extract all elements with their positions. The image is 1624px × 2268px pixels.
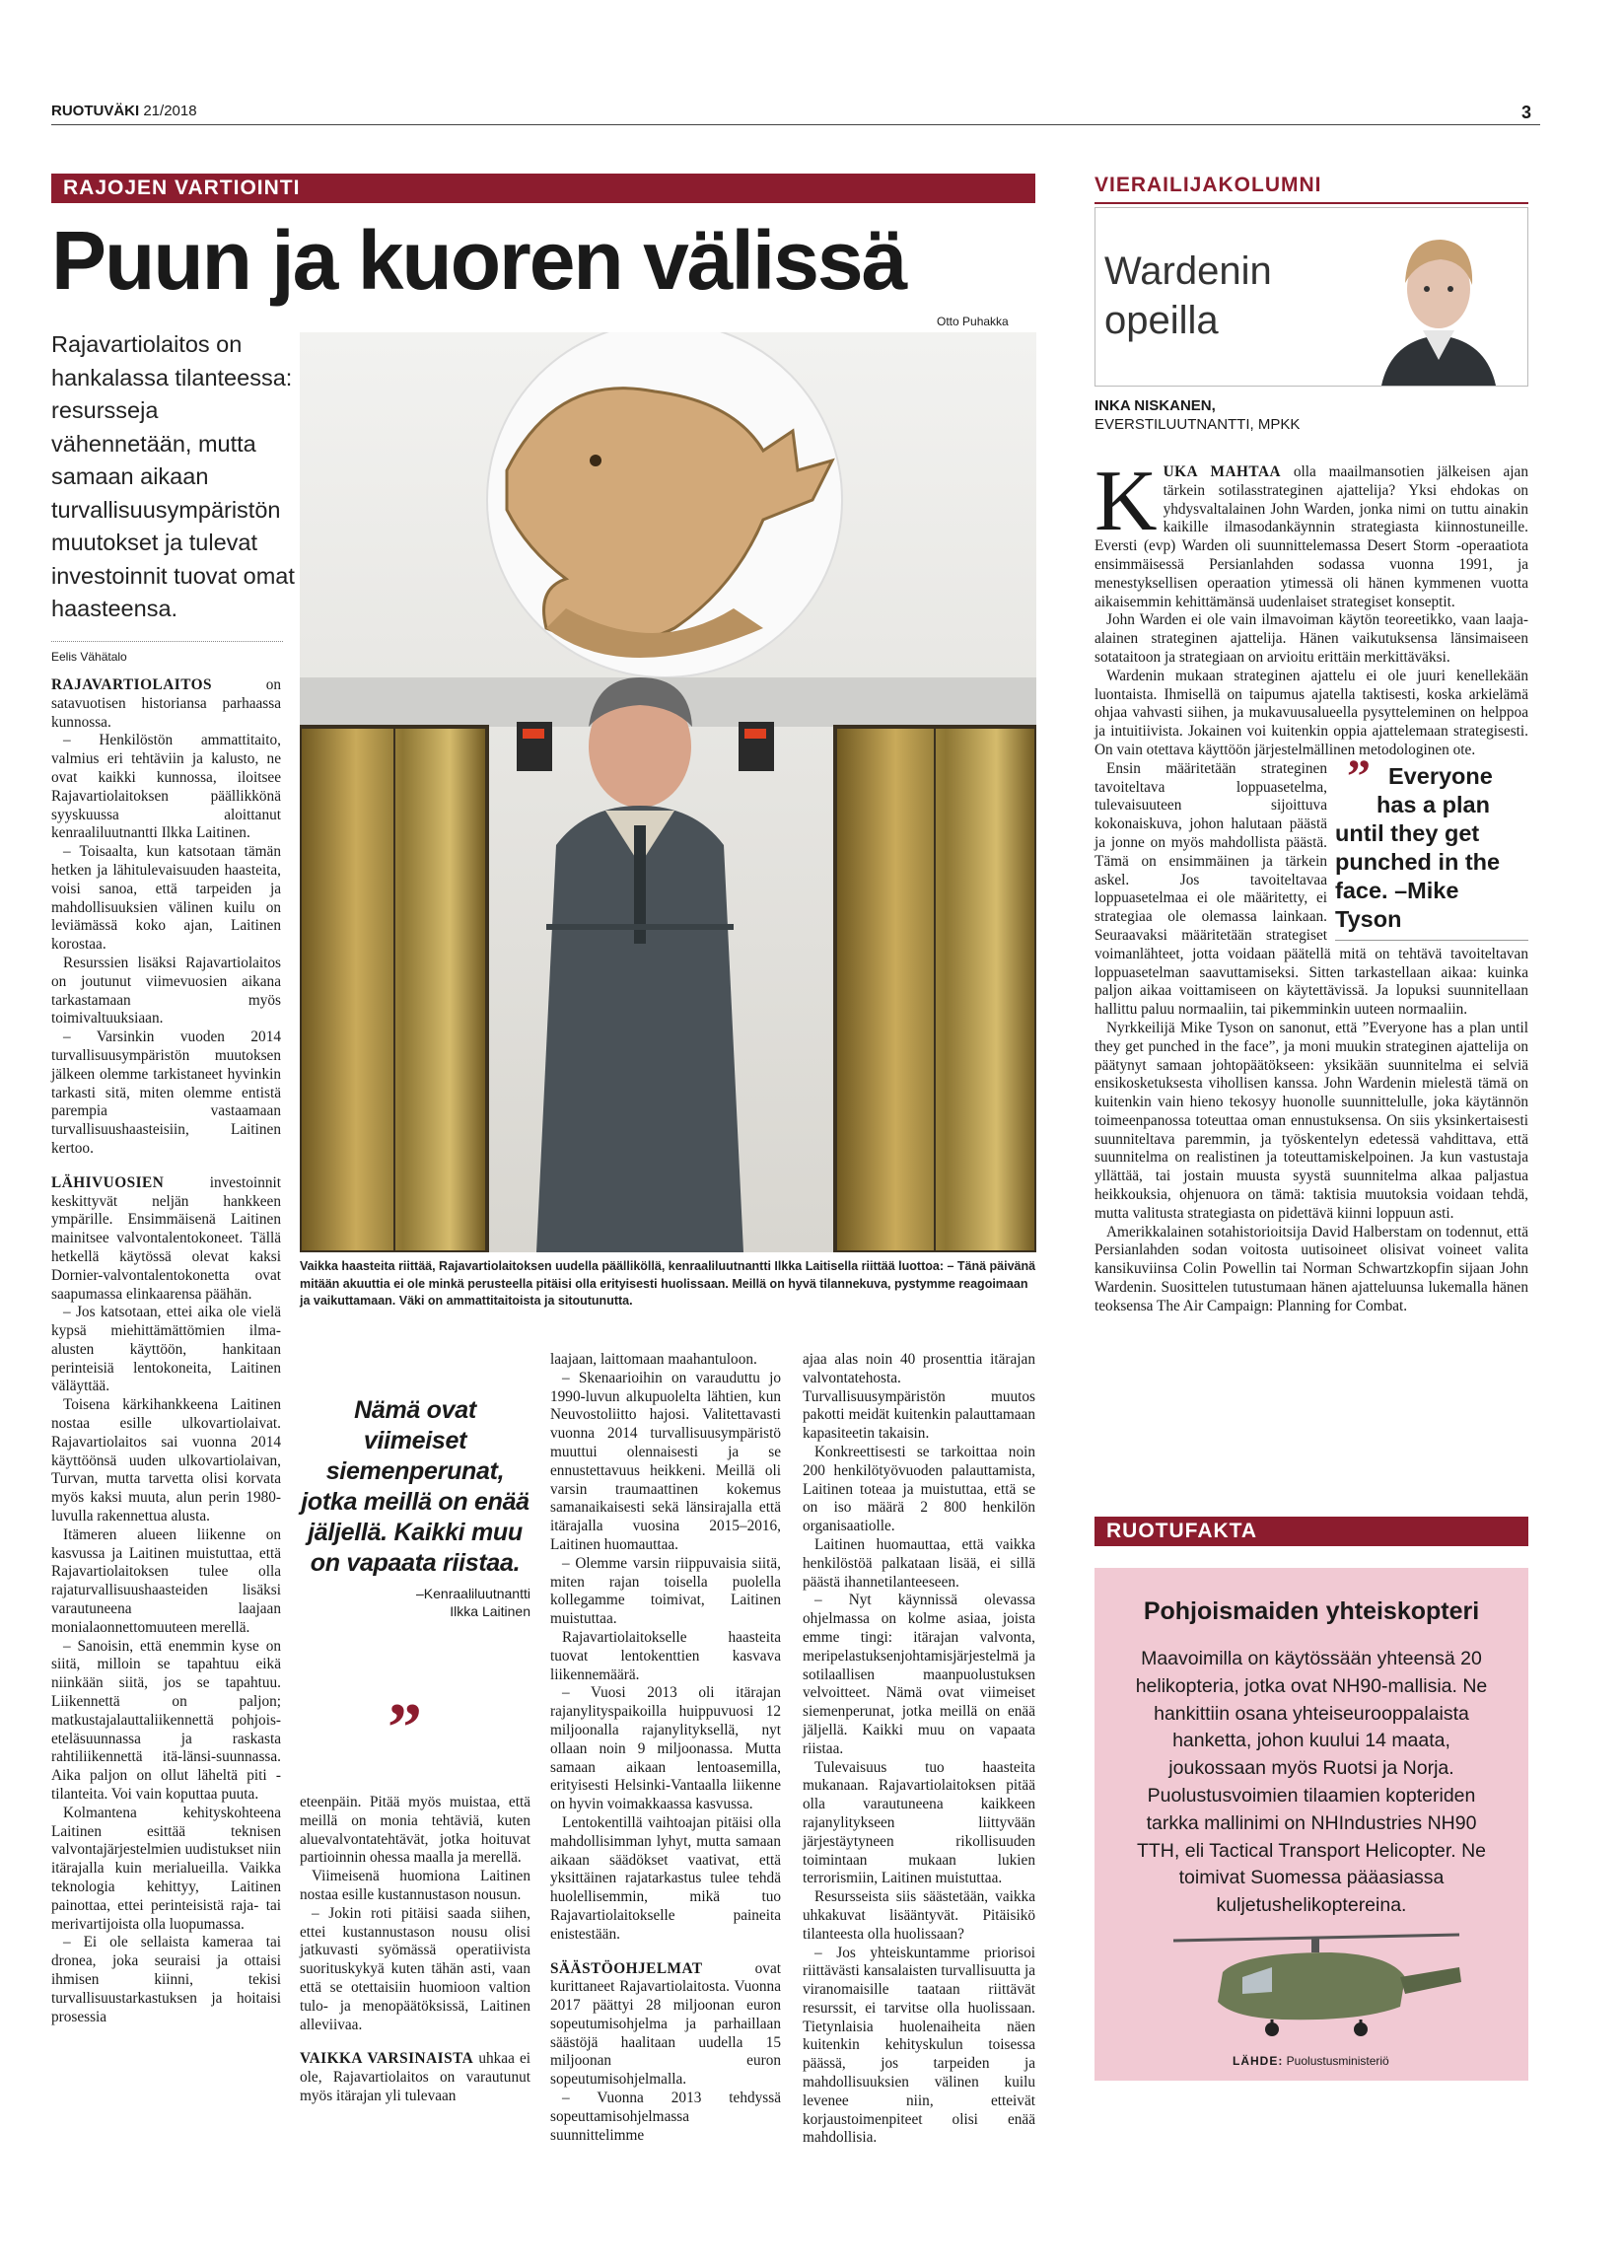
run-in-heading: VAIKKA VARSINAISTA <box>300 2050 474 2068</box>
elevator-portrait-illustration <box>300 332 1036 1252</box>
paragraph: ajaa alas noin 40 prosenttia itärajan valvontatehosta. Turvallisuusympäristön muutos pakotti meidät kuitenkin palauttamaan kapasiteetin takaisin. <box>803 1351 1035 1443</box>
run-in-heading: SÄÄSTÖOHJELMAT <box>550 1959 703 1977</box>
paragraph: – Sanoisin, että enemmin kyse on siitä, milloin se tapahtuu eikä niinkään siitä, jos se tapahtuu. Liikennettä on paljon; matkustajalauttaliikennettä pohjois-eteläsuunnassa ja raskasta rahtiliikennettä itä-länsi-suunnassa. Aika paljon on ollut läheltä piti -tilanteita. Voi vain koputtaa puuta. <box>51 1637 281 1804</box>
column-kicker: VIERAILIJAKOLUMNI <box>1094 174 1322 196</box>
source-name: Puolustusministeriö <box>1286 2054 1389 2068</box>
column-author <box>1094 396 1300 434</box>
paragraph: Lentokentillä vaihtoajan pitäisi olla mahdollisimman lyhyt, mutta samaan aikaan säädökset vaativat, että yksittäinen rajatarkastus tulee tehdä huolellisemmin, mikä tuo Rajavartiolaitokselle paineita enistestään. <box>550 1813 781 1943</box>
publication-name: RUOTUVÄKI <box>51 103 140 119</box>
running-header <box>51 103 197 119</box>
column-pull-quote <box>1335 749 1528 941</box>
article-photo <box>300 332 1036 1252</box>
paragraph: – Nyt käynnissä olevassa ohjelmassa on kolme asiaa, joista emme tingi: itärajan valvonta, meripelastuksenjohtamisjärjestelmä ja sotilaallisen maanpuolustuksen velvoitteet. Nämä ovat viimeiset siemenperunat, jotka meillä on enää jäljellä. Kaikki muu on vapaata riistaa. <box>803 1592 1035 1757</box>
header-divider <box>51 124 1540 125</box>
paragraph: – Ei ole sellaista kameraa tai dronea, joka seuraisi ja ottaisi ihmisen kiinni, tekisi turvallisuustarkastuksen ja hoitaisi prosessia <box>51 1934 281 2025</box>
paragraph-text: investoinnit keskittyvät neljän hankkeen ympärille. Ensimmäisenä Laitinen mainitsee valvontalentokoneet. Tällä hetkellä käytössä olevat kaksi Dornier-valvontalentokonetta ovat saapumassa elinkaarensa päähän. <box>51 1173 281 1303</box>
paragraph <box>51 676 281 732</box>
run-in-heading: RAJAVARTIOLAITOS <box>51 676 213 693</box>
drop-cap: K <box>1094 454 1158 549</box>
paragraph: John Warden ei ole vain ilmavoiman käytön teoreetikko, vaan laaja-alainen strateginen ajattelija. Hänen vaikutuksensa länsimaiseen sotataitoon ja strategiaan on arvioitu erittäin merkittäväksi. <box>1094 611 1528 666</box>
paragraph: – Olemme varsin riippuvaisia siitä, miten rajan toisella puolella kollegamme toimivat, Laitinen muistuttaa. <box>550 1554 781 1628</box>
pull-quote-attribution <box>300 1585 530 1620</box>
run-in-heading: UKA MAHTAA <box>1163 463 1282 480</box>
byline: Eelis Vähätalo <box>51 641 283 664</box>
attribution-role: –Kenraaliluutnantti <box>416 1586 530 1601</box>
paragraph: Konkreettisesti se tarkoittaa noin 200 henkilötyövuoden palauttamista, Laitinen toteaa ja muistuttaa, että se on iso määrä 2 800 henkilön organisaatiolle. <box>803 1443 1035 1535</box>
paragraph <box>1094 749 1528 1020</box>
paragraph: – Jos katsotaan, ettei aika ole vielä kypsä miehittämättömien ilma-alusten käyttöön, hankitaan perinteisiä lentokoneita, Laitinen väläyttää. <box>51 1304 281 1395</box>
paragraph: – Toisaalta, kun katsotaan tämän hetken ja lähitulevaisuuden haasteita, voisi sanoa, että tarpeiden ja mahdollisuuksien välinen kuilu on leviämässä koko ajan, Laitinen korostaa. <box>51 843 281 954</box>
quote-mark-icon: ” <box>1347 749 1371 803</box>
paragraph-text: Ensin määritetään strateginen tavoiteltava loppuasetelma, tulevaisuuteen sijoittuva kokonaiskuva, johon halutaan päästä ja jonne on myös mahdollista päästä. Tämä on ensimmäinen ja tärkein askel. Jos tavoiteltavaa loppuasetelmaa ei ole määritetty, ei strategiaa ole olemassa lainkaan. Seuraavaksi määritetään strategiset voimanlähteet, jotta voidaan päätellä mitä on tehtävä tavoiteltavan loppuasetelman saavuttamiseksi. Sitten tarkastellaan aikaa: kuinka paljon aikaa voittamiseen on käytettävissä. Ja lopuksi suunnitellaan hallittu paluu normaaliin, tai pikemminkin uuteen normaaliin. <box>1094 759 1528 1019</box>
paragraph: Itämeren alueen liikenne on kasvussa ja Laitinen muistuttaa, että Rajavartiolaitoksen tulee olla rajaturvallisuushaasteiden lisäksi varautuneena laajaan monialaonnettomuuteen merellä. <box>51 1525 281 1636</box>
run-in-heading: LÄHIVUOSIEN <box>51 1173 165 1191</box>
paragraph: eteenpäin. Pitää myös muistaa, että meillä on monia tehtäviä, kuten aluevalvontatehtävät, jotka hoituvat partioinnin ohessa maalla ja merellä. <box>300 1794 530 1867</box>
paragraph: Nyrkkeilijä Mike Tyson on sanonut, että ”Everyone has a plan until they get punched in the face”, ja moni muukin strateginen ajattelija on päätynyt samaan johtopäätökseen: yksikään suunnitelma ei selviä ensikosketuksesta vihollisen kanssa. John Wardenin mielestä tämä on kuitenkin vain hieno tekosyy huonolle suunnittelulle, joka käytännön toimeenpanossa toteuttaa oman ennustuksensa. On siis yksinkertaisesti suunniteltava paremmin, ja työskentelyn edetessä vahdittava, että suunnitelma on realistinen ja toteuttamiskelpoinen. Ja kun vastustaja yllättää, tai jostain muusta syystä suunnitelma alkaa paljastua heikkouksia, ohjenuora on tämä: taktisia muutoksia voidaan tehdä, mutta valitusta strategiasta on pidettävä kiinni loppuun asti. <box>1094 1019 1528 1222</box>
paragraph: – Vuosi 2013 oli itärajan rajanylityspaikoilla huippuvuosi 12 miljoonalla rajanylityksellä, nyt ollaan noin 9 miljoonassa. Mutta samaan aikaan lentoasemilla, erityisesti Helsinki-Vantaalla liikenne on hyvin voimakkaassa kasvussa. <box>550 1684 781 1813</box>
fact-box-title: Pohjoismaiden yhteiskopteri <box>1143 1597 1480 1625</box>
paragraph-text: uhkaa ei ole, Rajavartiolaitos on varautunut myös itärajan yli tulevaan <box>300 2050 531 2104</box>
pull-quote-text: Everyone has a plan until they get punched in the face. –Mike Tyson <box>1335 762 1501 932</box>
fact-box-text: Maavoimilla on käytössään yhteensä 20 helikopteria, jotka ovat NH90-mallisia. Ne hankittiin osana yhteiseurooppalaista hanketta, johon kuului 14 maata, joukossaan myös Ruotsi ja Norja. Puolustusvoimien tilaamien kopteriden tarkka mallinimi on NHIndustries NH90 TTH, eli Tactical Transport Helicopter. Ne toimivat Suomessa pääasiassa kuljetushelikoptereina. <box>1135 1648 1488 1917</box>
attribution-name: Ilkka Laitinen <box>450 1603 530 1619</box>
paragraph: – Varsinkin vuoden 2014 turvallisuusympäristön muutoksen jälkeen olemme tarkistaneet hyvinkin tarkasti sitä, miten olemme entistä parempia vastaamaan turvallisuushaasteisiin, Laitinen kertoo. <box>51 1028 281 1157</box>
column-title-line: Wardenin <box>1104 249 1272 293</box>
paragraph <box>300 2050 530 2105</box>
article-column-2 <box>300 1794 530 2106</box>
paragraph: – Jos yhteiskuntamme priorisoi riittävästi kansalaisten turvallisuutta ja viranomaisille taataan riittävät resurssit, ei tarvitse olla huolissaan. Tietynlaisia huolenaiheita näen kuitenkin kehityskulun toisessa päässä, jos tarpeiden ja mahdollisuuksien välinen kuilu levenee niin, etteivät korjaustoimenpiteet olisi enää mahdollisia. <box>803 1944 1035 2147</box>
pull-quote-text: Nämä ovat viimeiset siemenperunat, jotka meillä on enää jäljellä. Kaikki muu on vapaata riistaa. <box>301 1396 530 1577</box>
article-lead: Rajavartiolaitos on hankalassa tilanteessa: resursseja vähennetään, mutta samaan aikaan turvallisuusympäristön muutokset ja tulevat investoinnit tuovat omat haasteensa. <box>51 331 295 621</box>
paragraph-text: olla maailmansotien jälkeisen ajan tärkein sotilasstrateginen ajattelija? Yksi ehdokas on yhdysvaltalainen John Warden, jonka nimi on tuttu ainakin kaikille ilmasodankäynnin strategiasta kiinnostuneille. Eversti (evp) Warden oli suunnittelemassa Desert Storm -operaatiota ensimmäisessä Persianlahden sodassa vuonna 1991, ja menestyksellisen operaation ytimessä oli hänen kymmenen vuotta aikaisemmin kehittämänsä uudenlaiset strategiset konseptit. <box>1094 463 1528 610</box>
paragraph: Amerikkalainen sotahistorioitsija David Halberstam on todennut, että Persianlahden sodan voitosta uutisoineet olisivat voineet valita kansikuviinsa Colin Powellin tai Norman Schwartzkopfin sijaan John Wardenin. Suosittelen tutustumaan hänen ajatteluunsa lukemalla hänen teoksensa The Air Campaign: Planning for Combat. <box>1094 1223 1528 1314</box>
paragraph: Toisena kärkihankkeena Laitinen nostaa esille ulkovartiolaivat. Rajavartiolaitos sai vuonna 2014 käyttöönsä uuden ulkovartiolaivan, Turvan, mutta tarvetta olisi korvata myös kaksi muuta, alun perin 1980-luvulla rakennettua alusta. <box>51 1396 281 1525</box>
paragraph <box>51 1174 281 1305</box>
paragraph: Kolmantena kehityskohteena Laitinen esittää teknisen valvontajärjestelmien uudistukset niin itärajalla kuin merialueilla. Vaikka teknologia kehittyy, Laitinen painottaa, ettei perinteisistä raja- tai merivartijoista olla luopumassa. <box>51 1804 281 1933</box>
photo-caption: Vaikka haasteita riittää, Rajavartiolaitoksen uudella päälliköllä, kenraaliluutnantti Ilkka Laitisella riittää luottoa: – Tänä päivänä mitään akuuttia ei ole minkä perusteella pitäisi olla erityisesti huolissaan. Meillä on hyvä tilannekuva, pystymme reagoimaan ja vaikuttamaan. Väki on ammattitaitoista ja sitoutunutta. <box>300 1259 1036 1308</box>
paragraph: Viimeisenä huomiona Laitinen nostaa esille kustannustason nousun. <box>300 1868 530 1903</box>
article-column-4 <box>803 1351 1035 2148</box>
column-body <box>1094 454 1528 1316</box>
helicopter-illustration <box>1164 1923 1469 2051</box>
fact-box-source <box>1233 2054 1389 2068</box>
paragraph-text: ovat kurittaneet Rajavartiolaitosta. Vuonna 2017 päättyi 28 miljoonan euron sopeutumisohjelma ja parhaillaan säästöjä haalitaan uudella 15 miljoonan euron sopeutumisohjelmalla. <box>550 1959 781 2089</box>
paragraph: laajaan, laittomaan maahantuloon. <box>550 1351 757 1368</box>
paragraph: Tulevaisuus tuo haasteita mukanaan. Rajavartiolaitoksen pitää olla varautuneena kaikkeen rajanylitykseen liittyvään järjestäytyneen rikollisuuden toimintaan mukaan lukien terrorismiin, Laitinen muistuttaa. <box>803 1758 1035 1887</box>
pull-quote <box>300 1395 530 1620</box>
column-title <box>1104 247 1272 345</box>
page-number: 3 <box>1521 103 1532 122</box>
paragraph: Resursseista siis säästetään, vaikka uhkakuvat lisääntyvät. Pitäisikö tilanteesta olla huolissaan? <box>803 1888 1035 1943</box>
paragraph: – Jokin roti pitäisi saada siihen, ettei kustannustason nousu olisi jatkuvasti syömässä operatiivista suorituskykyä kuten tähän asti, vaan että se otettaisiin huomioon valtion tulo- ja menopäätöksissä, Laitinen alleviivaa. <box>300 1904 530 2033</box>
paragraph: – Skenaarioihin on varauduttu jo 1990-luvun alkupuolelta lähtien, kun Neuvostoliitto hajosi. Valitettavasti vuonna 2014 turvallisuusympäristö muuttui olennaisesti ja se ennustettavuus heikkeni. Meillä oli varsin traumaattinen kokemus samanaikaisesti sekä länsirajalla että itärajalla vuosina 2015–2016, Laitinen huomauttaa. <box>550 1369 781 1553</box>
paragraph: – Henkilöstön ammattitaito, valmius eri tehtäviin ja kalusto, ne ovat kaikki kunnossa, iloitsee Rajavartiolaitoksen päällikkönä syyskuussa aloittanut kenraaliluutnantti Ilkka Laitinen. <box>51 732 281 842</box>
paragraph <box>550 1960 781 2091</box>
column-title-line: opeilla <box>1104 299 1219 342</box>
article-headline: Puun ja kuoren välissä <box>51 214 906 307</box>
section-kicker: RAJOJEN VARTIOINTI <box>51 174 1035 203</box>
issue-number: 21/2018 <box>143 103 197 119</box>
paragraph <box>1094 454 1528 611</box>
paragraph: Laitinen huomauttaa, että vaikka henkilöstöä palkataan lisää, ei sillä päästä ihannetilanteeseen. <box>803 1535 1035 1591</box>
article-column-1 <box>51 676 281 2026</box>
column-kicker-rule <box>1094 202 1528 204</box>
paragraph: Wardenin mukaan strateginen ajattelu ei ole juuri kenellekään luontaista. Ihmisellä on taipumus ajatella taktisesti, koska arkielämä ohjaa vahvasti siihen, ja mukavuusalueella pysytteleminen on helppoa ja intuitiivista. Jokainen voi kuitenkin oppia ajattelemaan strategisesti. On vain otettava käyttöön järjestelmällinen metodologinen ote. <box>1094 667 1528 758</box>
columnist-portrait <box>1352 212 1525 386</box>
author-title: EVERSTILUUTNANTTI, MPKK <box>1094 416 1301 433</box>
article-column-3 <box>550 1351 781 2145</box>
paragraph: – Vuonna 2013 tehdyssä sopeuttamisohjelmassa suunnittelimme <box>550 2090 781 2144</box>
source-label: LÄHDE: <box>1233 2054 1284 2068</box>
paragraph: Rajavartiolaitokselle haasteita tuovat lentokenttien kasvava liikennemäärä. <box>550 1628 781 1683</box>
author-name: INKA NISKANEN, <box>1094 397 1216 414</box>
paragraph: Resurssien lisäksi Rajavartiolaitos on joutunut viimevuosien aikana tarkastamaan myös toimivaltuuksiaan. <box>51 954 281 1028</box>
photo-credit: Otto Puhakka <box>937 315 1009 328</box>
fact-box-kicker: RUOTUFAKTA <box>1094 1517 1528 1546</box>
quote-mark-icon: ” <box>388 1690 422 1766</box>
paragraph-text: on satavuotisen historiansa parhaassa kunnossa. <box>51 676 281 731</box>
